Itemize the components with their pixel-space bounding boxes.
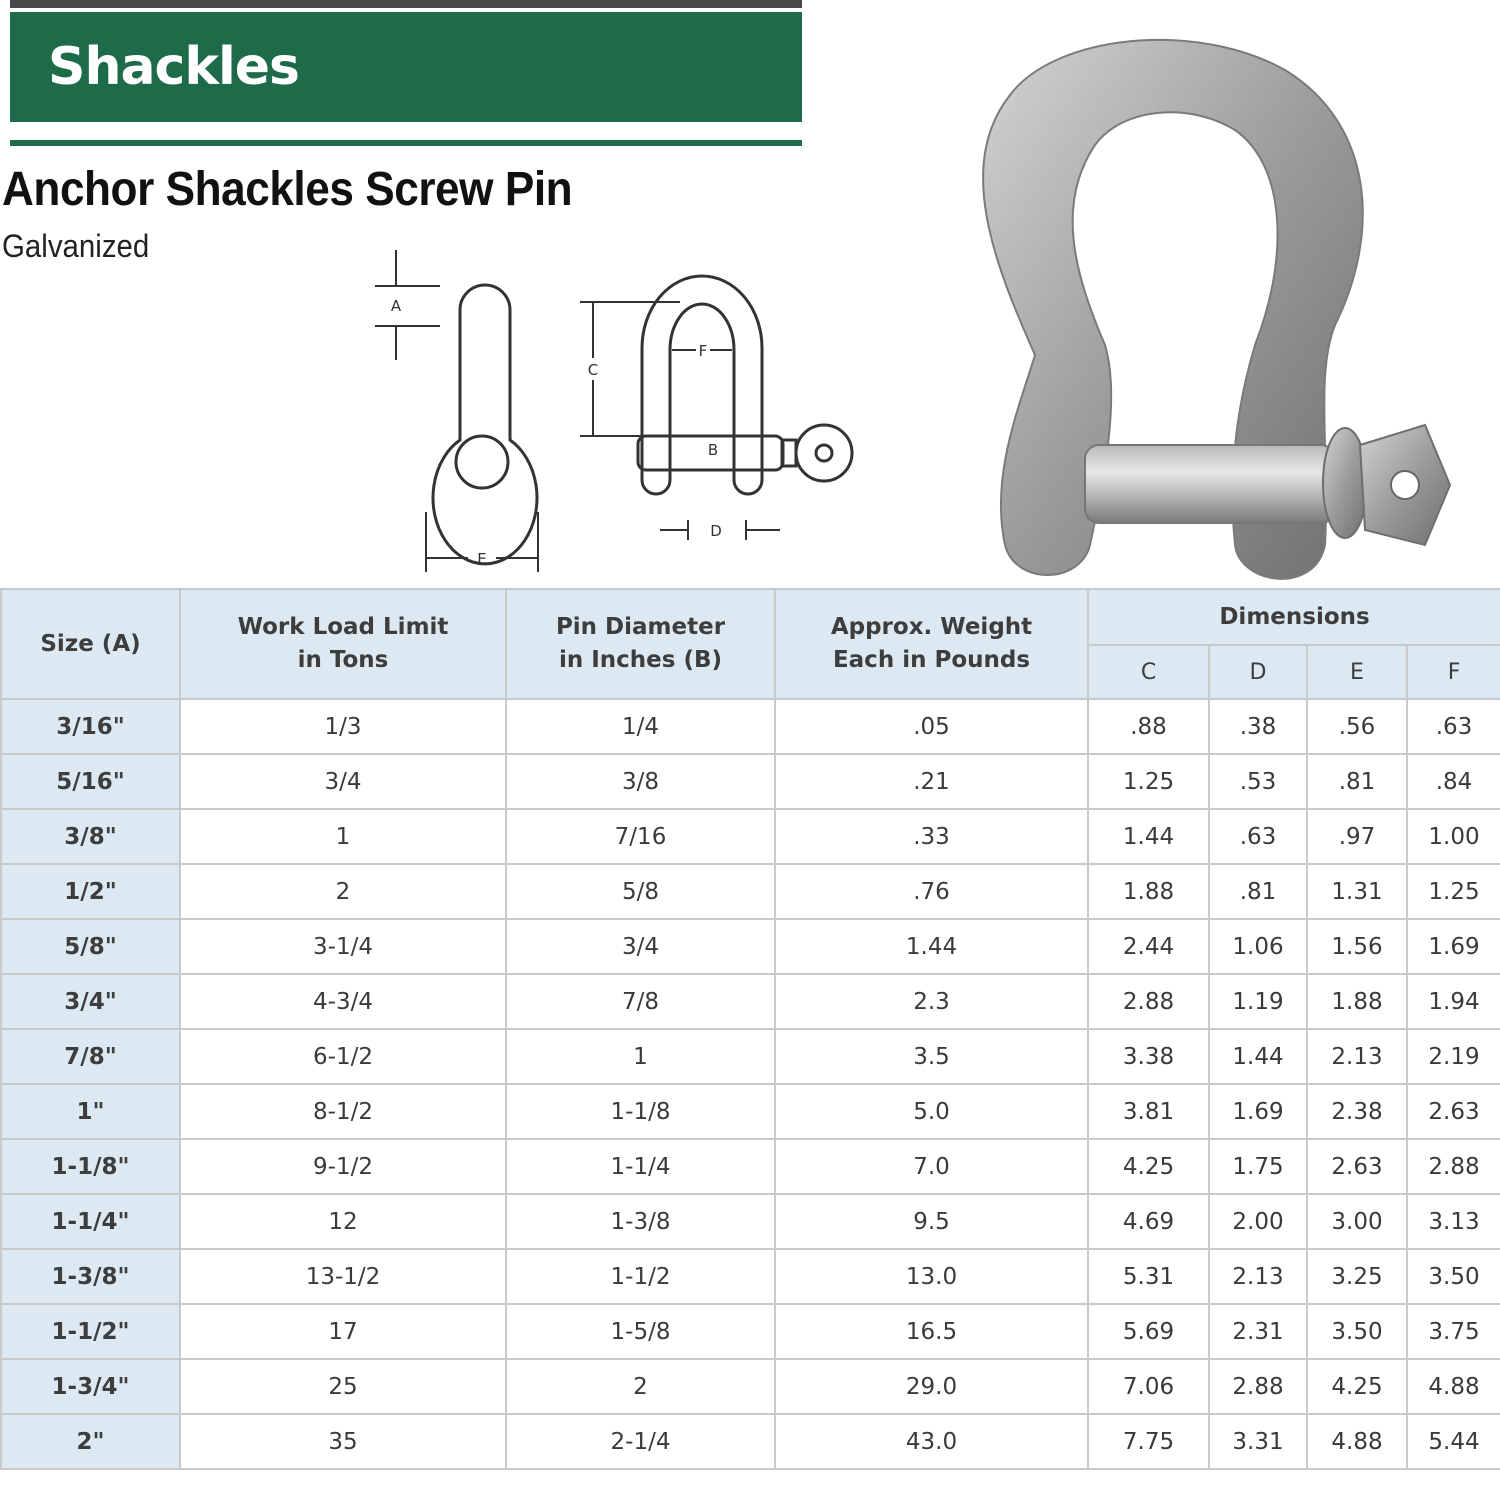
cell-size: 3/16": [1, 699, 180, 754]
cell-weight: 7.0: [775, 1139, 1088, 1194]
cell-dim-d: 3.31: [1209, 1414, 1307, 1469]
cell-dim-d: .63: [1209, 809, 1307, 864]
cell-size: 7/8": [1, 1029, 180, 1084]
cell-pin-diameter: 3/4: [506, 919, 775, 974]
cell-pin-diameter: 5/8: [506, 864, 775, 919]
cell-size: 1-1/2": [1, 1304, 180, 1359]
table-row: [1, 754, 1500, 809]
cell-dim-f: 1.69: [1407, 919, 1500, 974]
cell-dim-c: 2.44: [1088, 919, 1209, 974]
cell-pin-diameter: 1-1/4: [506, 1139, 775, 1194]
cell-weight: 29.0: [775, 1359, 1088, 1414]
table-row: [1, 1304, 1500, 1359]
cell-size: 3/4": [1, 974, 180, 1029]
diagram-label-f: F: [698, 342, 708, 360]
cell-dim-e: 2.38: [1307, 1084, 1407, 1139]
cell-dim-c: 5.69: [1088, 1304, 1209, 1359]
cell-dim-e: .56: [1307, 699, 1407, 754]
top-rule: [10, 0, 802, 8]
cell-weight: .33: [775, 809, 1088, 864]
cell-work-load-limit: 3-1/4: [180, 919, 506, 974]
table-row: [1, 1249, 1500, 1304]
shackle-spec-table: [0, 588, 1500, 1470]
table-row: [1, 1194, 1500, 1249]
table-row: [1, 809, 1500, 864]
cell-dim-f: 2.63: [1407, 1084, 1500, 1139]
cell-dim-f: 2.88: [1407, 1139, 1500, 1194]
cell-dim-e: 2.63: [1307, 1139, 1407, 1194]
product-subtitle: Galvanized: [2, 228, 150, 264]
cell-work-load-limit: 13-1/2: [180, 1249, 506, 1304]
cell-dim-f: 1.25: [1407, 864, 1500, 919]
cell-dim-c: 4.25: [1088, 1139, 1209, 1194]
cell-size: 1-1/8": [1, 1139, 180, 1194]
cell-pin-diameter: 2-1/4: [506, 1414, 775, 1469]
cell-work-load-limit: 3/4: [180, 754, 506, 809]
cell-dim-f: .63: [1407, 699, 1500, 754]
header-dim-d: D: [1209, 645, 1307, 699]
cell-work-load-limit: 12: [180, 1194, 506, 1249]
cell-dim-e: .81: [1307, 754, 1407, 809]
cell-dim-d: 1.06: [1209, 919, 1307, 974]
table-row: [1, 1359, 1500, 1414]
cell-dim-e: .97: [1307, 809, 1407, 864]
product-title: Anchor Shackles Screw Pin: [2, 163, 573, 216]
cell-work-load-limit: 35: [180, 1414, 506, 1469]
cell-dim-f: 2.19: [1407, 1029, 1500, 1084]
cell-dim-f: 3.75: [1407, 1304, 1500, 1359]
cell-dim-e: 3.25: [1307, 1249, 1407, 1304]
cell-dim-f: 5.44: [1407, 1414, 1500, 1469]
cell-dim-f: 3.13: [1407, 1194, 1500, 1249]
cell-dim-f: 1.00: [1407, 809, 1500, 864]
table-row: [1, 919, 1500, 974]
cell-dim-e: 1.56: [1307, 919, 1407, 974]
cell-weight: .21: [775, 754, 1088, 809]
cell-size: 1": [1, 1084, 180, 1139]
category-banner: [10, 12, 802, 122]
cell-dim-e: 3.50: [1307, 1304, 1407, 1359]
cell-dim-e: 4.88: [1307, 1414, 1407, 1469]
cell-dim-e: 1.31: [1307, 864, 1407, 919]
header-work-load-limit: Work Load Limit in Tons: [180, 589, 506, 699]
cell-pin-diameter: 1-1/8: [506, 1084, 775, 1139]
cell-weight: 16.5: [775, 1304, 1088, 1359]
cell-work-load-limit: 4-3/4: [180, 974, 506, 1029]
cell-work-load-limit: 1/3: [180, 699, 506, 754]
cell-size: 1/2": [1, 864, 180, 919]
cell-size: 1-1/4": [1, 1194, 180, 1249]
table-row: [1, 864, 1500, 919]
cell-work-load-limit: 17: [180, 1304, 506, 1359]
cell-size: 1-3/4": [1, 1359, 180, 1414]
cell-work-load-limit: 25: [180, 1359, 506, 1414]
cell-work-load-limit: 6-1/2: [180, 1029, 506, 1084]
cell-dim-d: 1.75: [1209, 1139, 1307, 1194]
cell-pin-diameter: 1-5/8: [506, 1304, 775, 1359]
table-row: [1, 1084, 1500, 1139]
cell-weight: 2.3: [775, 974, 1088, 1029]
cell-size: 5/8": [1, 919, 180, 974]
cell-dim-d: 2.13: [1209, 1249, 1307, 1304]
header-dim-e: E: [1307, 645, 1407, 699]
cell-dim-c: 7.06: [1088, 1359, 1209, 1414]
cell-dim-f: 1.94: [1407, 974, 1500, 1029]
cell-dim-e: 4.25: [1307, 1359, 1407, 1414]
cell-size: 5/16": [1, 754, 180, 809]
cell-weight: .05: [775, 699, 1088, 754]
diagram-label-a: A: [390, 297, 402, 315]
cell-dim-c: 3.38: [1088, 1029, 1209, 1084]
header-dimensions: Dimensions: [1088, 589, 1500, 645]
cell-dim-e: 1.88: [1307, 974, 1407, 1029]
cell-pin-diameter: 7/8: [506, 974, 775, 1029]
cell-dim-d: 2.88: [1209, 1359, 1307, 1414]
cell-dim-e: 3.00: [1307, 1194, 1407, 1249]
cell-dim-d: 2.00: [1209, 1194, 1307, 1249]
cell-work-load-limit: 9-1/2: [180, 1139, 506, 1194]
header-pin-diameter: Pin Diameter in Inches (B): [506, 589, 775, 699]
shackle-dimension-diagram: [360, 240, 880, 585]
diagram-label-b: B: [707, 441, 719, 459]
cell-dim-d: 2.31: [1209, 1304, 1307, 1359]
cell-dim-c: 2.88: [1088, 974, 1209, 1029]
cell-pin-diameter: 1/4: [506, 699, 775, 754]
table-row: [1, 974, 1500, 1029]
cell-dim-d: .38: [1209, 699, 1307, 754]
cell-dim-c: 3.81: [1088, 1084, 1209, 1139]
cell-dim-c: 1.88: [1088, 864, 1209, 919]
cell-dim-c: 1.25: [1088, 754, 1209, 809]
diagram-label-d: D: [710, 522, 722, 540]
table-row: [1, 699, 1500, 754]
cell-dim-d: .53: [1209, 754, 1307, 809]
diagram-label-c: C: [587, 361, 599, 379]
cell-pin-diameter: 1: [506, 1029, 775, 1084]
cell-dim-d: .81: [1209, 864, 1307, 919]
cell-dim-f: 3.50: [1407, 1249, 1500, 1304]
cell-work-load-limit: 1: [180, 809, 506, 864]
table-row: [1, 1139, 1500, 1194]
cell-pin-diameter: 1-3/8: [506, 1194, 775, 1249]
cell-pin-diameter: 1-1/2: [506, 1249, 775, 1304]
cell-size: 3/8": [1, 809, 180, 864]
banner-title: Shackles: [48, 37, 300, 97]
header-size: Size (A): [1, 589, 180, 699]
cell-work-load-limit: 2: [180, 864, 506, 919]
cell-dim-c: 5.31: [1088, 1249, 1209, 1304]
diagram-label-e: E: [477, 550, 487, 568]
table-row: [1, 1029, 1500, 1084]
table-row: [1, 1414, 1500, 1469]
cell-weight: .76: [775, 864, 1088, 919]
cell-dim-c: 7.75: [1088, 1414, 1209, 1469]
cell-dim-c: .88: [1088, 699, 1209, 754]
cell-dim-c: 1.44: [1088, 809, 1209, 864]
cell-dim-d: 1.19: [1209, 974, 1307, 1029]
cell-pin-diameter: 7/16: [506, 809, 775, 864]
cell-pin-diameter: 2: [506, 1359, 775, 1414]
cell-weight: 9.5: [775, 1194, 1088, 1249]
header-dim-c: C: [1088, 645, 1209, 699]
cell-size: 1-3/8": [1, 1249, 180, 1304]
cell-dim-f: 4.88: [1407, 1359, 1500, 1414]
cell-pin-diameter: 3/8: [506, 754, 775, 809]
cell-weight: 5.0: [775, 1084, 1088, 1139]
cell-work-load-limit: 8-1/2: [180, 1084, 506, 1139]
cell-dim-e: 2.13: [1307, 1029, 1407, 1084]
header-weight: Approx. Weight Each in Pounds: [775, 589, 1088, 699]
shackle-product-photo: [935, 25, 1460, 590]
cell-size: 2": [1, 1414, 180, 1469]
cell-weight: 1.44: [775, 919, 1088, 974]
cell-dim-d: 1.69: [1209, 1084, 1307, 1139]
cell-dim-d: 1.44: [1209, 1029, 1307, 1084]
cell-weight: 3.5: [775, 1029, 1088, 1084]
cell-weight: 43.0: [775, 1414, 1088, 1469]
cell-weight: 13.0: [775, 1249, 1088, 1304]
cell-dim-c: 4.69: [1088, 1194, 1209, 1249]
banner-rule: [10, 140, 802, 146]
cell-dim-f: .84: [1407, 754, 1500, 809]
header-dim-f: F: [1407, 645, 1500, 699]
